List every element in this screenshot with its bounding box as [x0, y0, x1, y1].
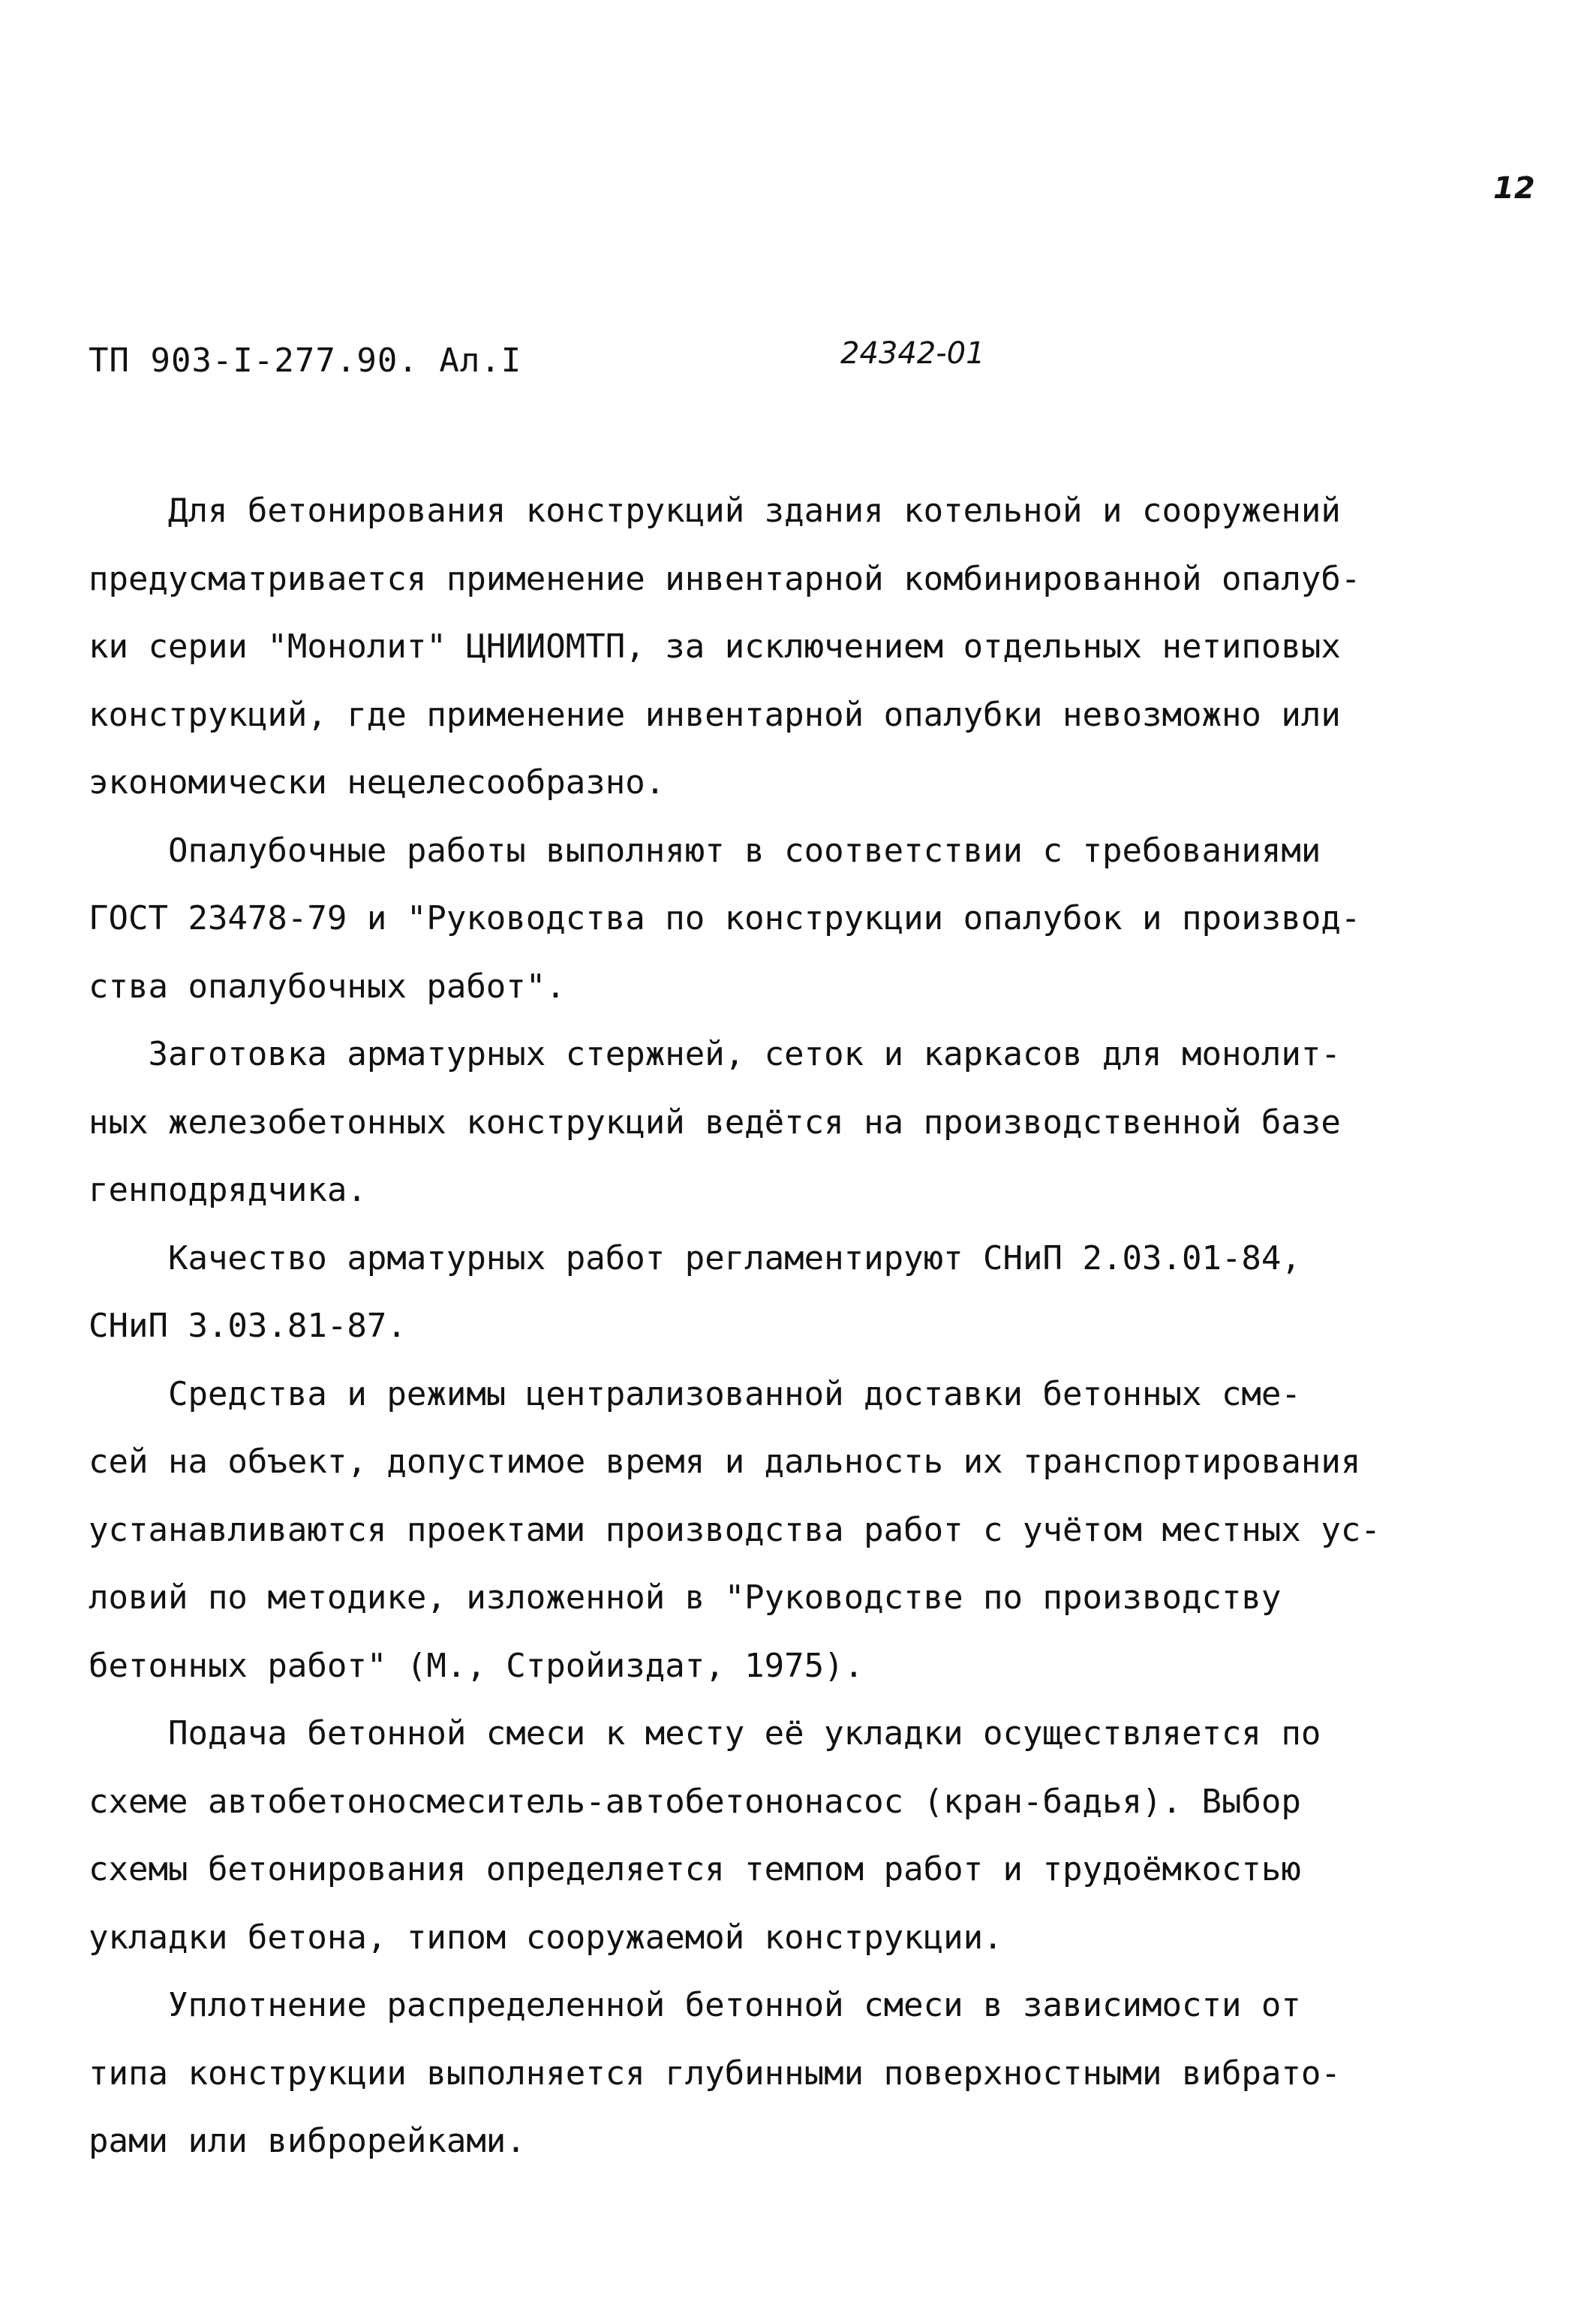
document-code: ТП 903-I-277.90. Ал.I [89, 342, 522, 380]
text-line: типа конструкции выполняется глубинными поверхностными вибрато- [89, 2054, 1341, 2093]
archive-number: 24342-01 [840, 336, 985, 371]
text-line: экономически нецелесообразно. [89, 763, 666, 802]
text-line: схеме автобетоносмеситель-автобетононасос (кран-бадья). Выбор [89, 1782, 1301, 1821]
text-line: Подача бетонной смеси к месту её укладки осуществляется по [89, 1714, 1321, 1753]
text-line: сей на объект, допустимое время и дальность их транспортирования [89, 1443, 1361, 1481]
text-line: устанавливаются проектами производства работ с учётом местных ус- [89, 1510, 1381, 1549]
text-line: генподрядчика. [89, 1171, 367, 1209]
text-line: ГОСТ 23478-79 и "Руководства по конструкции опалубок и производ- [89, 899, 1361, 937]
text-line: Опалубочные работы выполняют в соответствии с требованиями [89, 831, 1321, 870]
text-line: рами или виброрейками. [89, 2122, 526, 2160]
text-line: ловий по методике, изложенной в "Руководстве по производству [89, 1578, 1282, 1617]
page-number: 12 [1493, 171, 1535, 206]
text-line: предусматривается применение инвентарной комбинированной опалуб- [89, 559, 1361, 598]
text-line: укладки бетона, типом сооружаемой конструкции. [89, 1918, 1003, 1957]
text-line: ных железобетонных конструкций ведётся на производственной базе [89, 1103, 1341, 1142]
text-line: Средства и режимы централизованной доставки бетонных сме- [89, 1374, 1301, 1413]
text-line: ки серии "Монолит" ЦНИИОМТП, за исключением отдельных нетиповых [89, 627, 1341, 666]
text-line: Для бетонирования конструкций здания котельной и сооружений [89, 492, 1341, 530]
text-line: бетонных работ" (М., Стройиздат, 1975). [89, 1646, 864, 1685]
text-line: СНиП 3.03.81-87. [89, 1307, 407, 1345]
text-line: Качество арматурных работ регламентируют СНиП 2.03.01-84, [89, 1238, 1301, 1277]
text-line: Заготовка арматурных стержней, сеток и каркасов для монолит- [89, 1035, 1341, 1073]
body-text [89, 477, 1484, 2176]
text-line: схемы бетонирования определяется темпом работ и трудоёмкостью [89, 1850, 1301, 1888]
text-line: ства опалубочных работ". [89, 967, 566, 1006]
text-line: конструкций, где применение инвентарной опалубки невозможно или [89, 695, 1341, 734]
text-line: Уплотнение распределенной бетонной смеси в зависимости от [89, 1986, 1301, 2024]
